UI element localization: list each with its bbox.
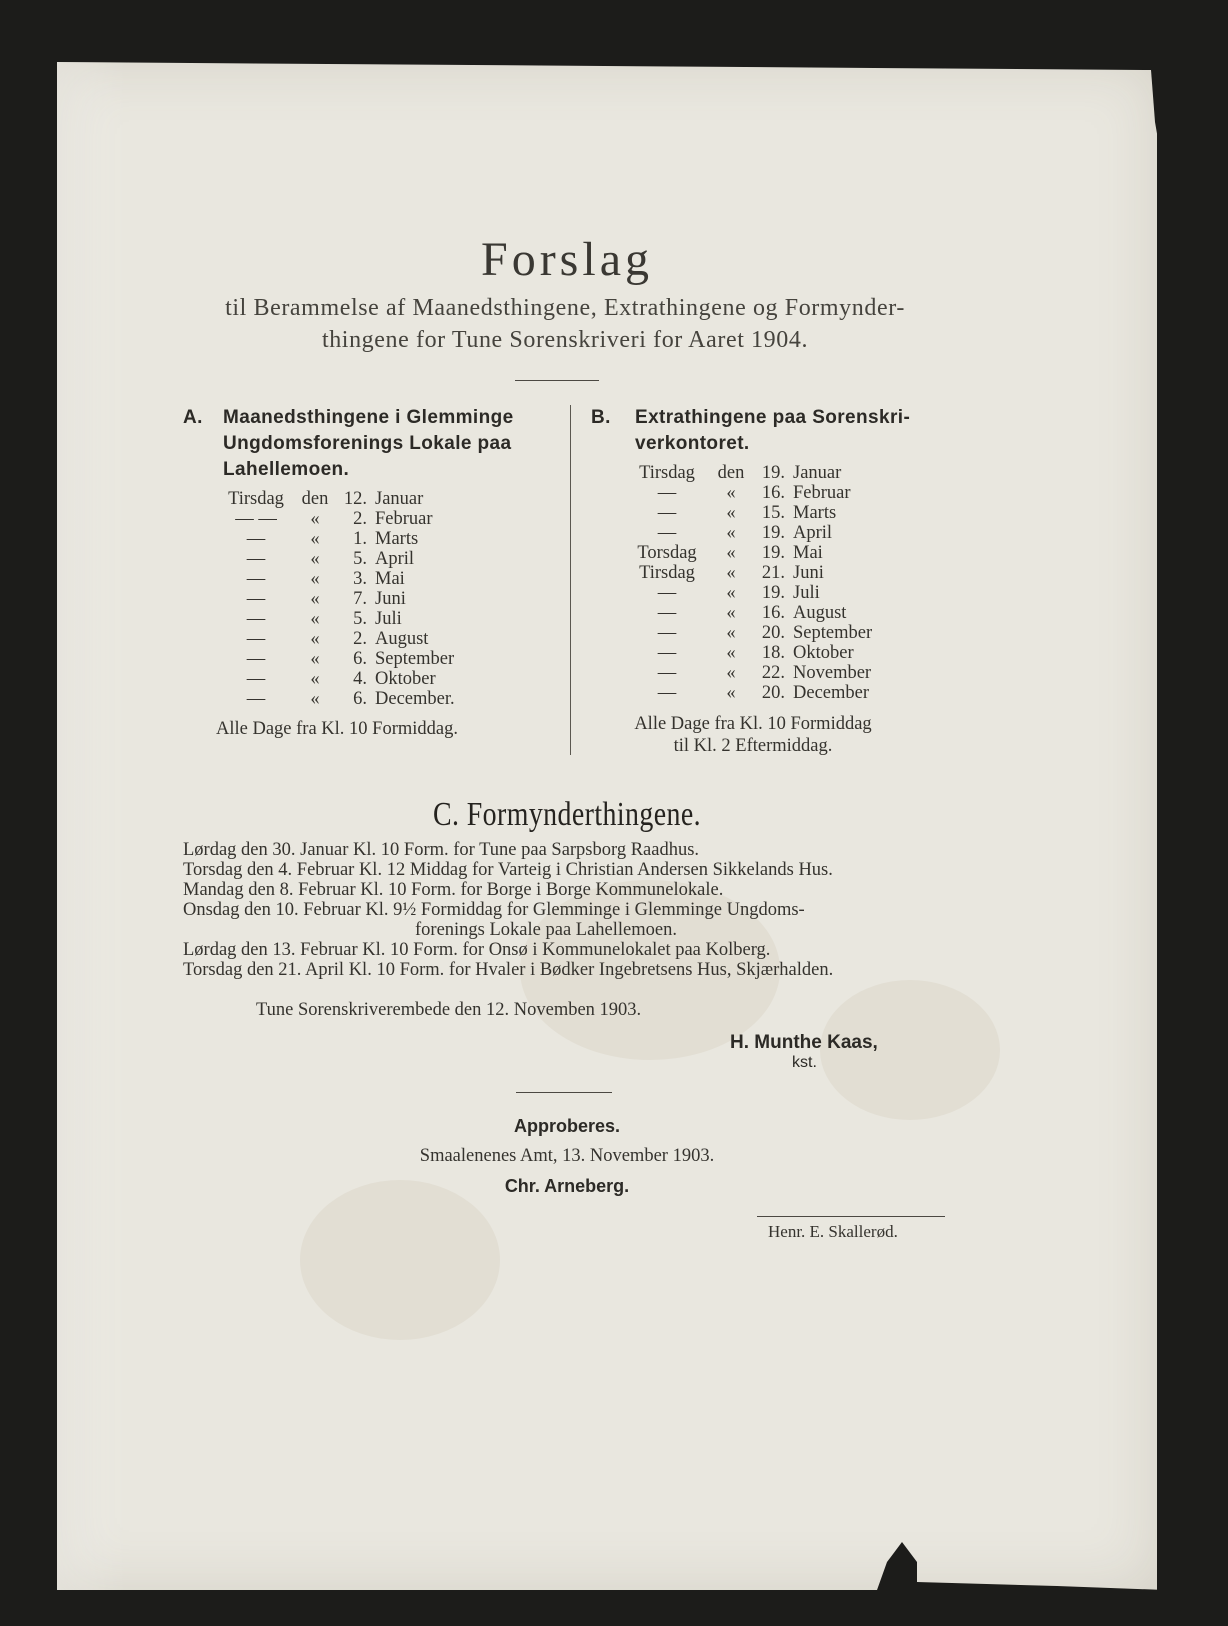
section-b-month: Marts (793, 503, 837, 523)
section-a-row (183, 549, 553, 569)
section-c-line: Mandag den 8. Februar Kl. 10 Form. for Borge i Borge Kommunelokale. (183, 880, 724, 900)
section-b-date: 20. (761, 683, 785, 703)
section-a-row (183, 569, 553, 589)
section-a-heading-line: Ungdomsforenings Lokale paa (223, 433, 512, 454)
section-b-den: den (717, 463, 745, 483)
section-b-date: 20. (761, 623, 785, 643)
section-a-date: 2. (353, 509, 367, 529)
section-b-row (591, 543, 971, 563)
section-a-den: « (310, 509, 320, 529)
section-b-day: — (657, 603, 677, 623)
section-b-row (591, 663, 971, 683)
section-c-line: forenings Lokale paa Lahellemoen. (415, 920, 677, 940)
section-a-den: « (310, 549, 320, 569)
section-a-date: 5. (353, 549, 367, 569)
section-b-heading-line: Extrathingene paa Sorenskri- (635, 407, 911, 428)
section-b-row (591, 583, 971, 603)
column-divider (570, 405, 571, 755)
section-b-den: « (726, 523, 736, 543)
section-a-month: Mai (375, 569, 405, 589)
section-b-row (591, 463, 971, 483)
section-a-date: 3. (353, 569, 367, 589)
section-b-day: — (657, 583, 677, 603)
section-b-row (591, 483, 971, 503)
section-a-date: 7. (353, 589, 367, 609)
printer-rule (757, 1216, 945, 1217)
section-a-row (183, 589, 553, 609)
section-a-heading (183, 405, 553, 483)
section-c-line: Torsdag den 4. Februar Kl. 12 Middag for Varteig i Christian Andersen Sikkelands Hus. (183, 860, 833, 880)
section-a-date: 1. (353, 529, 367, 549)
section-b-day: — (657, 623, 677, 643)
section-b-month: Juni (793, 563, 824, 583)
section-a-date: 12. (343, 489, 367, 509)
section-a-row (183, 649, 553, 669)
section-b-month: September (793, 623, 873, 643)
signature-title: kst. (792, 1054, 817, 1071)
section-b-date: 19. (761, 583, 785, 603)
section-b-month: November (793, 663, 872, 683)
section-b-month: August (793, 603, 847, 623)
section-a-day: — (246, 649, 266, 669)
section-a-day: — (246, 569, 266, 589)
section-a-date: 6. (353, 689, 367, 709)
section-b-schedule (591, 463, 971, 703)
section-a-date: 2. (353, 629, 367, 649)
section-b-day: Tirsdag (639, 463, 695, 483)
section-b-date: 19. (761, 543, 785, 563)
section-b-day: — (657, 663, 677, 683)
section-a-den: « (310, 689, 320, 709)
section-a-heading-line: Lahellemoen. (223, 459, 350, 480)
section-b-row (591, 563, 971, 583)
section-a-row (183, 609, 553, 629)
document-subtitle (170, 292, 960, 356)
section-a-day: — (246, 549, 266, 569)
section-a-den: « (310, 569, 320, 589)
section-b-heading (591, 405, 971, 457)
section-a-day: — (246, 629, 266, 649)
section-a-den: « (310, 589, 320, 609)
section-b-month: Mai (793, 543, 823, 563)
section-a-den: « (310, 529, 320, 549)
section-a-day: — (246, 689, 266, 709)
section-b-month: Januar (793, 463, 842, 483)
section-a-month: December. (375, 689, 455, 709)
subtitle-line-1: til Berammelse af Maanedsthingene, Extrathingene og Formynder- (225, 295, 905, 321)
section-a-den: den (301, 489, 329, 509)
section-a-row (183, 629, 553, 649)
section-a-month: Juli (375, 609, 402, 629)
title-divider (515, 380, 599, 381)
section-a-day: — — (235, 509, 277, 529)
section-b-den: « (726, 623, 736, 643)
section-b-month: December (793, 683, 870, 703)
section-a-month: Januar (375, 489, 424, 509)
section-a-den: « (310, 649, 320, 669)
section-a-month: Oktober (375, 669, 436, 689)
section-b-den: « (726, 483, 736, 503)
section-b-row (591, 643, 971, 663)
section-b-date: 16. (761, 483, 785, 503)
section-c-line: Lørdag den 13. Februar Kl. 10 Form. for Onsø i Kommunelokalet paa Kolberg. (183, 940, 771, 960)
section-b-date: 21. (761, 563, 785, 583)
section-b-day: Torsdag (637, 543, 697, 563)
section-a-row (183, 529, 553, 549)
section-a-date: 6. (353, 649, 367, 669)
section-a-note: Alle Dage fra Kl. 10 Formiddag. (216, 719, 458, 739)
section-b-month: Februar (793, 483, 851, 503)
approval-heading: Approberes. (513, 1116, 621, 1136)
section-b-date: 18. (761, 643, 785, 663)
section-a-date: 5. (353, 609, 367, 629)
section-c-line: Lørdag den 30. Januar Kl. 10 Form. for Tune paa Sarpsborg Raadhus. (183, 840, 700, 860)
subtitle-line-2: thingene for Tune Sorenskriveri for Aaret 1904. (321, 327, 809, 353)
section-b-date: 16. (761, 603, 785, 623)
section-b-heading-line: verkontoret. (635, 433, 750, 454)
section-b-den: « (726, 603, 736, 623)
section-b-month: Juli (793, 583, 820, 603)
section-b-day: — (657, 523, 677, 543)
section-b-row (591, 503, 971, 523)
section-c-line: Onsdag den 10. Februar Kl. 9½ Formiddag for Glemminge i Glemminge Ungdoms- (183, 900, 805, 920)
section-b-day: — (657, 683, 677, 703)
section-a-row (183, 509, 553, 529)
section-a-den: « (310, 669, 320, 689)
section-a (183, 405, 553, 740)
approval-place-date: Smaalenenes Amt, 13. November 1903. (419, 1146, 715, 1166)
section-a-month: Juni (375, 589, 406, 609)
section-b-day: — (657, 483, 677, 503)
section-b (591, 405, 971, 757)
signature-name: H. Munthe Kaas, (730, 1032, 878, 1053)
section-b-row (591, 603, 971, 623)
section-b-note-line: Alle Dage fra Kl. 10 Formiddag (634, 714, 872, 734)
document-title: Forslag (481, 233, 653, 286)
section-a-month: April (375, 549, 415, 569)
section-a-row (183, 669, 553, 689)
section-a-row (183, 489, 553, 509)
section-b-den: « (726, 543, 736, 563)
section-c-list (183, 840, 953, 980)
section-a-month: Marts (375, 529, 419, 549)
paper-stain (300, 1180, 500, 1340)
section-b-den: « (726, 583, 736, 603)
section-c-heading: C. Formynderthingene. (432, 796, 702, 833)
section-a-letter: A. (183, 407, 203, 428)
section-b-row (591, 623, 971, 643)
section-a-month: Februar (375, 509, 433, 529)
approval-name: Chr. Arneberg. (504, 1176, 630, 1196)
section-b-row (591, 683, 971, 703)
signature-divider (516, 1092, 612, 1093)
section-a-day: — (246, 589, 266, 609)
section-a-row (183, 689, 553, 709)
section-b-date: 19. (761, 463, 785, 483)
section-a-month: August (375, 629, 429, 649)
section-a-heading-line: Maanedsthingene i Glemminge (223, 407, 514, 428)
section-a-day: — (246, 669, 266, 689)
section-a-date: 4. (353, 669, 367, 689)
section-b-day: Tirsdag (639, 563, 695, 583)
section-b-month: Oktober (793, 643, 854, 663)
section-b-date: 19. (761, 523, 785, 543)
section-a-den: « (310, 609, 320, 629)
section-b-note-line: til Kl. 2 Eftermiddag. (673, 736, 833, 756)
section-b-day: — (657, 503, 677, 523)
section-b-month: April (793, 523, 833, 543)
section-b-den: « (726, 563, 736, 583)
section-b-den: « (726, 663, 736, 683)
section-a-day: — (246, 529, 266, 549)
section-c-line: Torsdag den 21. April Kl. 10 Form. for Hvaler i Bødker Ingebretsens Hus, Skjærhalden. (183, 960, 834, 980)
section-b-den: « (726, 643, 736, 663)
section-b-note (591, 713, 903, 757)
section-a-day: — (246, 609, 266, 629)
section-b-date: 22. (761, 663, 785, 683)
section-a-den: « (310, 629, 320, 649)
section-b-den: « (726, 683, 736, 703)
dateline: Tune Sorenskriverembede den 12. Novemben 1903. (256, 1000, 642, 1020)
section-a-day: Tirsdag (228, 489, 284, 509)
section-a-month: September (375, 649, 455, 669)
section-b-date: 15. (761, 503, 785, 523)
section-a-schedule (183, 489, 553, 709)
section-b-letter: B. (591, 407, 611, 428)
section-b-den: « (726, 503, 736, 523)
section-b-row (591, 523, 971, 543)
printer-credit: Henr. E. Skallerød. (768, 1222, 898, 1241)
section-b-day: — (657, 643, 677, 663)
